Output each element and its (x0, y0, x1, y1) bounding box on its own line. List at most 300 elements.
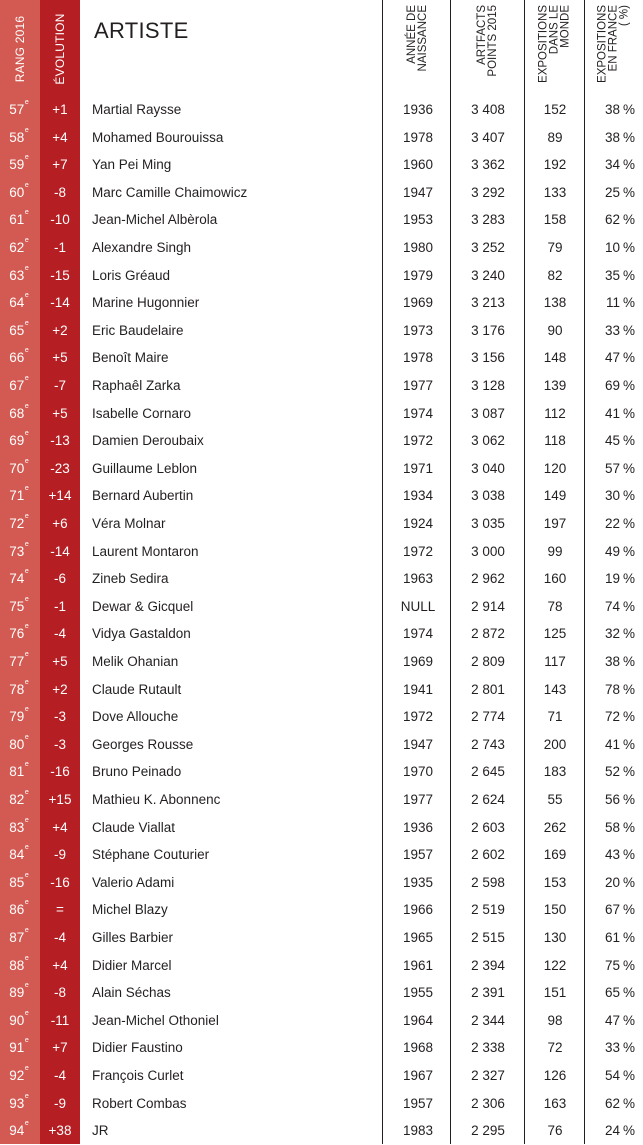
evolution-cell: +2 (52, 322, 68, 338)
points-cell: 2 394 (471, 957, 505, 973)
artist-name: Véra Molnar (92, 516, 166, 531)
rank-value: 67 (9, 378, 25, 393)
rank-suffix: e (24, 126, 29, 134)
exhibitions-cell: 169 (543, 847, 567, 863)
artist-name: Jean-Michel Albèrola (92, 212, 218, 228)
rank-suffix: e (24, 789, 29, 796)
france-pct-header-label: EXPOSITIONS EN FRANCE ( %) (596, 5, 631, 83)
france-pct-cell: 33 (604, 322, 620, 338)
birth-year-cell: 1966 (402, 902, 434, 918)
exhibitions-cell: 89 (547, 129, 563, 145)
rank-suffix: e (24, 99, 29, 106)
rank-cell (0, 234, 38, 262)
evolution-cell: -10 (50, 212, 70, 228)
birth-year-cell: 1978 (402, 350, 434, 366)
evolution-cell: +15 (48, 792, 72, 807)
france-pct-cell: 20 (604, 874, 620, 890)
exhibitions-cell: 160 (543, 571, 567, 587)
rank-value: 59 (9, 157, 25, 173)
birth-year-cell: NULL (400, 598, 436, 614)
rank-suffix: e (24, 1037, 29, 1045)
rank-value: 57 (9, 102, 25, 117)
rank-value: 75 (9, 598, 25, 614)
artist-name: Martial Raysse (92, 102, 182, 117)
rank-suffix: e (24, 430, 29, 438)
evolution-cell: -6 (53, 571, 66, 587)
artist-name: Eric Baudelaire (92, 322, 184, 338)
percent-sign: % (622, 516, 635, 531)
exhibitions-cell: 153 (543, 874, 567, 890)
exhibitions-cell: 143 (543, 681, 567, 697)
exhibitions-cell: 139 (543, 378, 567, 393)
table-row (0, 841, 643, 869)
rank-cell (0, 979, 38, 1007)
france-pct-cell: 41 (604, 736, 620, 752)
rank-value: 71 (9, 488, 25, 504)
rank-value: 83 (9, 819, 25, 835)
artist-name: Loris Gréaud (92, 267, 171, 283)
exhibitions-cell: 192 (543, 157, 567, 173)
france-pct-cell: 61 (604, 930, 620, 945)
rank-value: 74 (9, 571, 25, 587)
percent-sign: % (622, 267, 635, 283)
france-pct-cell: 54 (604, 1068, 620, 1083)
percent-sign: % (622, 378, 635, 393)
rank-cell (0, 1034, 38, 1062)
birth-year-cell: 1947 (402, 184, 434, 200)
rank-cell (0, 731, 38, 759)
birth-year-cell: 1978 (402, 129, 434, 145)
table-row (0, 952, 643, 980)
rank-cell (0, 814, 38, 842)
percent-sign: % (622, 736, 635, 752)
artist-name: Gilles Barbier (92, 930, 174, 945)
points-cell: 3 128 (471, 378, 505, 393)
rank-suffix: e (24, 1120, 29, 1128)
rank-cell (0, 952, 38, 980)
france-pct-cell: 24 (604, 1123, 620, 1139)
points-cell: 2 598 (471, 874, 505, 890)
table-row (0, 703, 643, 731)
france-pct-cell: 38 (604, 654, 620, 669)
birth-year-cell: 1936 (402, 102, 434, 117)
table-row (0, 262, 643, 290)
exhibitions-cell: 99 (547, 543, 563, 559)
table-row (0, 1090, 643, 1118)
rank-cell (0, 455, 38, 483)
birth-year-cell: 1936 (402, 819, 434, 835)
exhibitions-cell: 158 (543, 212, 567, 228)
evolution-cell: -1 (53, 598, 66, 614)
evolution-cell: -16 (50, 874, 70, 890)
artist-name: Robert Combas (92, 1095, 187, 1111)
france-pct-cell: 33 (604, 1040, 620, 1056)
rank-cell (0, 565, 38, 593)
points-cell: 2 391 (471, 985, 505, 1001)
percent-sign: % (622, 433, 635, 449)
percent-sign: % (622, 212, 635, 228)
points-header-label: ARTFACTS POINTS 2015 (476, 5, 499, 77)
points-cell: 2 962 (471, 571, 505, 587)
percent-sign: % (622, 571, 635, 587)
points-cell: 2 743 (471, 736, 505, 752)
percent-sign: % (622, 405, 635, 421)
birth-year-cell: 1971 (402, 460, 434, 476)
exhibitions-cell: 112 (544, 405, 566, 421)
rank-cell (0, 400, 38, 428)
points-cell: 2 603 (471, 819, 505, 835)
evolution-cell: +5 (52, 405, 68, 421)
evolution-header-label: ÉVOLUTION (53, 13, 67, 85)
birth-year-cell: 1957 (402, 847, 434, 863)
points-cell: 3 176 (471, 322, 505, 338)
evolution-cell: -1 (53, 240, 66, 255)
percent-sign: % (622, 764, 635, 780)
table-row (0, 1034, 643, 1062)
exhibitions-cell: 130 (543, 930, 567, 945)
points-cell: 3 362 (471, 157, 505, 173)
points-cell: 2 809 (471, 654, 505, 669)
rank-value: 63 (9, 267, 25, 283)
rank-cell (0, 620, 38, 648)
percent-sign: % (622, 1123, 635, 1139)
percent-sign: % (622, 847, 635, 863)
rank-cell (0, 289, 38, 317)
percent-sign: % (622, 129, 635, 145)
exhibitions-cell: 149 (543, 488, 567, 504)
artist-name: Mohamed Bourouissa (92, 129, 224, 145)
points-cell: 2 774 (471, 709, 505, 725)
rank-cell (0, 1062, 38, 1090)
birth-year-cell: 1970 (402, 764, 434, 780)
rank-value: 73 (9, 543, 25, 559)
artist-name: Dove Allouche (92, 709, 179, 725)
rank-suffix: e (24, 181, 29, 189)
rank-cell (0, 758, 38, 786)
percent-sign: % (622, 543, 635, 559)
rank-cell (0, 786, 38, 814)
table-row (0, 1062, 643, 1090)
rank-cell (0, 538, 38, 566)
exhibitions-cell: 138 (543, 295, 567, 311)
rank-cell (0, 124, 38, 152)
exhibitions-cell: 72 (547, 1040, 563, 1056)
france-pct-cell: 22 (604, 516, 620, 531)
percent-sign: % (622, 295, 635, 311)
rank-suffix: e (24, 264, 29, 272)
france-pct-cell: 25 (604, 184, 620, 200)
evolution-cell: -4 (53, 1068, 66, 1083)
france-pct-cell: 78 (604, 681, 620, 697)
table-row (0, 786, 643, 814)
percent-sign: % (622, 460, 635, 476)
birth-year-cell: 1960 (402, 157, 434, 173)
rank-cell (0, 262, 38, 290)
rank-value: 89 (9, 985, 25, 1001)
france-pct-cell: 67 (604, 902, 620, 918)
percent-sign: % (622, 350, 635, 366)
france-pct-cell: 10 (604, 240, 620, 255)
evolution-cell: -9 (53, 847, 66, 863)
birth-year-cell: 1961 (402, 957, 434, 973)
percent-sign: % (622, 709, 635, 725)
exhibitions-cell: 163 (543, 1095, 567, 1111)
artist-name: Marine Hugonnier (92, 295, 200, 311)
table-row (0, 758, 643, 786)
exhibitions-cell: 76 (547, 1123, 563, 1139)
rank-cell (0, 372, 38, 400)
rank-cell (0, 317, 38, 345)
artist-name: Bernard Aubertin (92, 488, 194, 504)
exhibitions-cell: 71 (547, 709, 563, 725)
rank-cell (0, 841, 38, 869)
percent-sign: % (622, 985, 635, 1001)
percent-sign: % (622, 240, 635, 255)
artist-header: ARTISTE (94, 18, 189, 43)
percent-sign: % (622, 157, 635, 173)
exhibitions-header-label: EXPOSITIONS DANS LE MONDE (537, 5, 572, 83)
exhibitions-cell: 98 (547, 1012, 563, 1028)
artist-name: Bruno Peinado (92, 764, 182, 780)
rank-suffix: e (24, 485, 29, 493)
france-pct-cell: 32 (604, 626, 620, 642)
rank-header-label: RANG 2016 (13, 15, 27, 83)
rank-value: 93 (9, 1095, 25, 1111)
rank-cell (0, 869, 38, 897)
table-row (0, 206, 643, 234)
rank-value: 91 (9, 1040, 25, 1056)
exhibitions-cell: 148 (543, 350, 567, 366)
france-pct-cell: 72 (604, 709, 620, 725)
points-cell: 3 240 (471, 267, 505, 283)
artist-name: François Curlet (92, 1068, 184, 1083)
rank-suffix: e (24, 457, 29, 465)
evolution-cell: -11 (50, 1012, 70, 1028)
evolution-cell: +1 (52, 102, 68, 117)
rank-value: 58 (9, 129, 25, 145)
table-row (0, 510, 643, 538)
france-pct-cell: 74 (604, 598, 620, 614)
rank-suffix: e (24, 927, 29, 934)
points-cell: 2 519 (471, 902, 505, 918)
birth-year-cell: 1979 (402, 267, 434, 283)
rank-suffix: e (24, 733, 29, 741)
artist-name: Zineb Sedira (92, 571, 169, 587)
percent-sign: % (622, 654, 635, 669)
artist-name: Marc Camille Chaimowicz (92, 184, 248, 200)
exhibitions-cell: 90 (547, 322, 563, 338)
france-pct-cell: 45 (604, 433, 620, 449)
birth-year-cell: 1964 (402, 1012, 434, 1028)
evolution-cell: -23 (50, 460, 70, 476)
france-pct-cell: 47 (604, 350, 620, 366)
france-pct-cell: 38 (604, 102, 620, 117)
rank-suffix: e (24, 402, 29, 410)
table-row (0, 179, 643, 207)
percent-sign: % (622, 874, 635, 890)
rank-suffix: e (24, 209, 29, 217)
table-row (0, 96, 643, 124)
evolution-cell: +4 (52, 957, 68, 973)
rank-cell (0, 344, 38, 372)
rank-suffix: e (24, 595, 29, 603)
artist-name: Alain Séchas (92, 985, 171, 1001)
rank-suffix: e (24, 651, 29, 658)
birth-year-cell: 1941 (402, 681, 434, 697)
artist-name: Alexandre Singh (92, 240, 192, 255)
birth-year-cell: 1974 (402, 626, 434, 642)
exhibitions-cell: 78 (547, 598, 563, 614)
artist-name: Melik Ohanian (92, 654, 179, 669)
rank-header (0, 6, 40, 92)
points-cell: 2 872 (471, 626, 505, 642)
birth-year-cell: 1972 (402, 433, 434, 449)
artist-name: Mathieu K. Abonnenc (92, 792, 221, 807)
rank-suffix: e (24, 761, 29, 769)
exhibitions-header (526, 4, 584, 94)
exhibitions-cell: 117 (544, 654, 566, 669)
table-row (0, 344, 643, 372)
rank-suffix: e (24, 623, 29, 631)
points-cell: 2 914 (471, 598, 505, 614)
points-cell: 3 000 (471, 543, 505, 559)
points-cell: 2 306 (471, 1095, 505, 1111)
rank-value: 61 (9, 212, 25, 228)
table-row (0, 289, 643, 317)
percent-sign: % (622, 488, 635, 504)
table-row (0, 234, 643, 262)
rank-cell (0, 924, 38, 952)
birth-year-cell: 1973 (402, 322, 434, 338)
percent-sign: % (622, 902, 635, 918)
rank-value: 72 (9, 516, 25, 531)
table-row (0, 317, 643, 345)
exhibitions-cell: 79 (547, 240, 563, 255)
rank-value: 76 (9, 626, 25, 642)
rank-cell (0, 151, 38, 179)
artist-name: JR (92, 1123, 109, 1139)
points-cell: 3 038 (471, 488, 505, 504)
points-cell: 3 035 (471, 516, 505, 531)
artist-name: Didier Faustino (92, 1040, 183, 1056)
rank-suffix: e (24, 347, 29, 355)
rank-value: 84 (9, 847, 25, 863)
table-row (0, 151, 643, 179)
birth-year-cell: 1935 (402, 874, 434, 890)
artist-name: Valerio Adami (92, 874, 175, 890)
rank-suffix: e (24, 982, 29, 990)
rank-cell (0, 1117, 38, 1145)
france-pct-cell: 57 (604, 460, 620, 476)
exhibitions-cell: 200 (543, 736, 567, 752)
france-pct-cell: 19 (604, 571, 620, 587)
percent-sign: % (622, 681, 635, 697)
points-cell: 3 156 (471, 350, 505, 366)
points-cell: 2 801 (471, 681, 505, 697)
birth-year-cell: 1968 (402, 1040, 434, 1056)
artist-name: Georges Rousse (92, 736, 194, 752)
evolution-cell: -9 (53, 1095, 66, 1111)
rank-value: 69 (9, 433, 25, 449)
birth-year-cell: 1963 (402, 571, 434, 587)
table-row (0, 869, 643, 897)
rank-value: 77 (9, 654, 25, 669)
birth-year-cell: 1967 (402, 1068, 434, 1083)
rank-value: 94 (9, 1123, 25, 1139)
artist-name: Claude Viallat (92, 819, 176, 835)
rank-value: 78 (9, 681, 25, 697)
percent-sign: % (622, 322, 635, 338)
france-pct-cell: 11 (605, 295, 620, 311)
percent-sign: % (622, 598, 635, 614)
points-cell: 3 283 (471, 212, 505, 228)
artist-name: Stéphane Couturier (92, 847, 210, 863)
rank-value: 79 (9, 709, 25, 725)
artist-name: Guillaume Leblon (92, 460, 198, 476)
evolution-cell: +5 (52, 350, 68, 366)
birth-year-cell: 1953 (402, 212, 434, 228)
rank-cell (0, 648, 38, 676)
france-pct-cell: 69 (604, 378, 620, 393)
evolution-header (40, 6, 80, 92)
points-cell: 2 344 (471, 1012, 505, 1028)
points-cell: 3 252 (471, 240, 505, 255)
france-pct-cell: 34 (604, 157, 620, 173)
points-cell: 2 295 (471, 1123, 505, 1139)
table-row (0, 896, 643, 924)
rank-cell (0, 482, 38, 510)
rank-value: 66 (9, 350, 25, 366)
rank-suffix: e (24, 954, 29, 962)
france-pct-cell: 41 (604, 405, 620, 421)
birth-year-cell: 1977 (402, 378, 434, 393)
rank-suffix: e (24, 844, 29, 852)
evolution-cell: -8 (53, 985, 66, 1001)
rank-cell (0, 676, 38, 704)
percent-sign: % (622, 1012, 635, 1028)
table-row (0, 538, 643, 566)
evolution-cell: -4 (53, 930, 66, 945)
points-cell: 2 515 (471, 930, 505, 945)
table-row (0, 731, 643, 759)
rank-suffix: e (24, 816, 29, 824)
france-pct-cell: 52 (604, 764, 620, 780)
birth-year-header-label: ANNÉE DE NAISSANCE (406, 5, 429, 72)
france-pct-cell: 56 (604, 792, 620, 807)
rank-value: 88 (9, 957, 25, 973)
france-pct-cell: 58 (604, 819, 620, 835)
rank-value: 60 (9, 184, 25, 200)
table-row (0, 814, 643, 842)
table-row (0, 648, 643, 676)
rank-cell (0, 1090, 38, 1118)
birth-year-cell: 1974 (402, 405, 434, 421)
rank-cell (0, 96, 38, 124)
points-cell: 3 407 (471, 129, 505, 145)
evolution-cell: +14 (48, 488, 72, 504)
birth-year-cell: 1924 (402, 516, 434, 531)
evolution-cell: -16 (50, 764, 70, 780)
evolution-cell: +38 (48, 1123, 72, 1139)
percent-sign: % (622, 930, 635, 945)
evolution-cell: -3 (53, 709, 66, 725)
exhibitions-cell: 133 (543, 184, 567, 200)
points-cell: 3 292 (471, 184, 505, 200)
table-row (0, 676, 643, 704)
birth-year-cell: 1965 (402, 930, 434, 945)
artist-name: Yan Pei Ming (92, 157, 172, 173)
rank-cell (0, 206, 38, 234)
